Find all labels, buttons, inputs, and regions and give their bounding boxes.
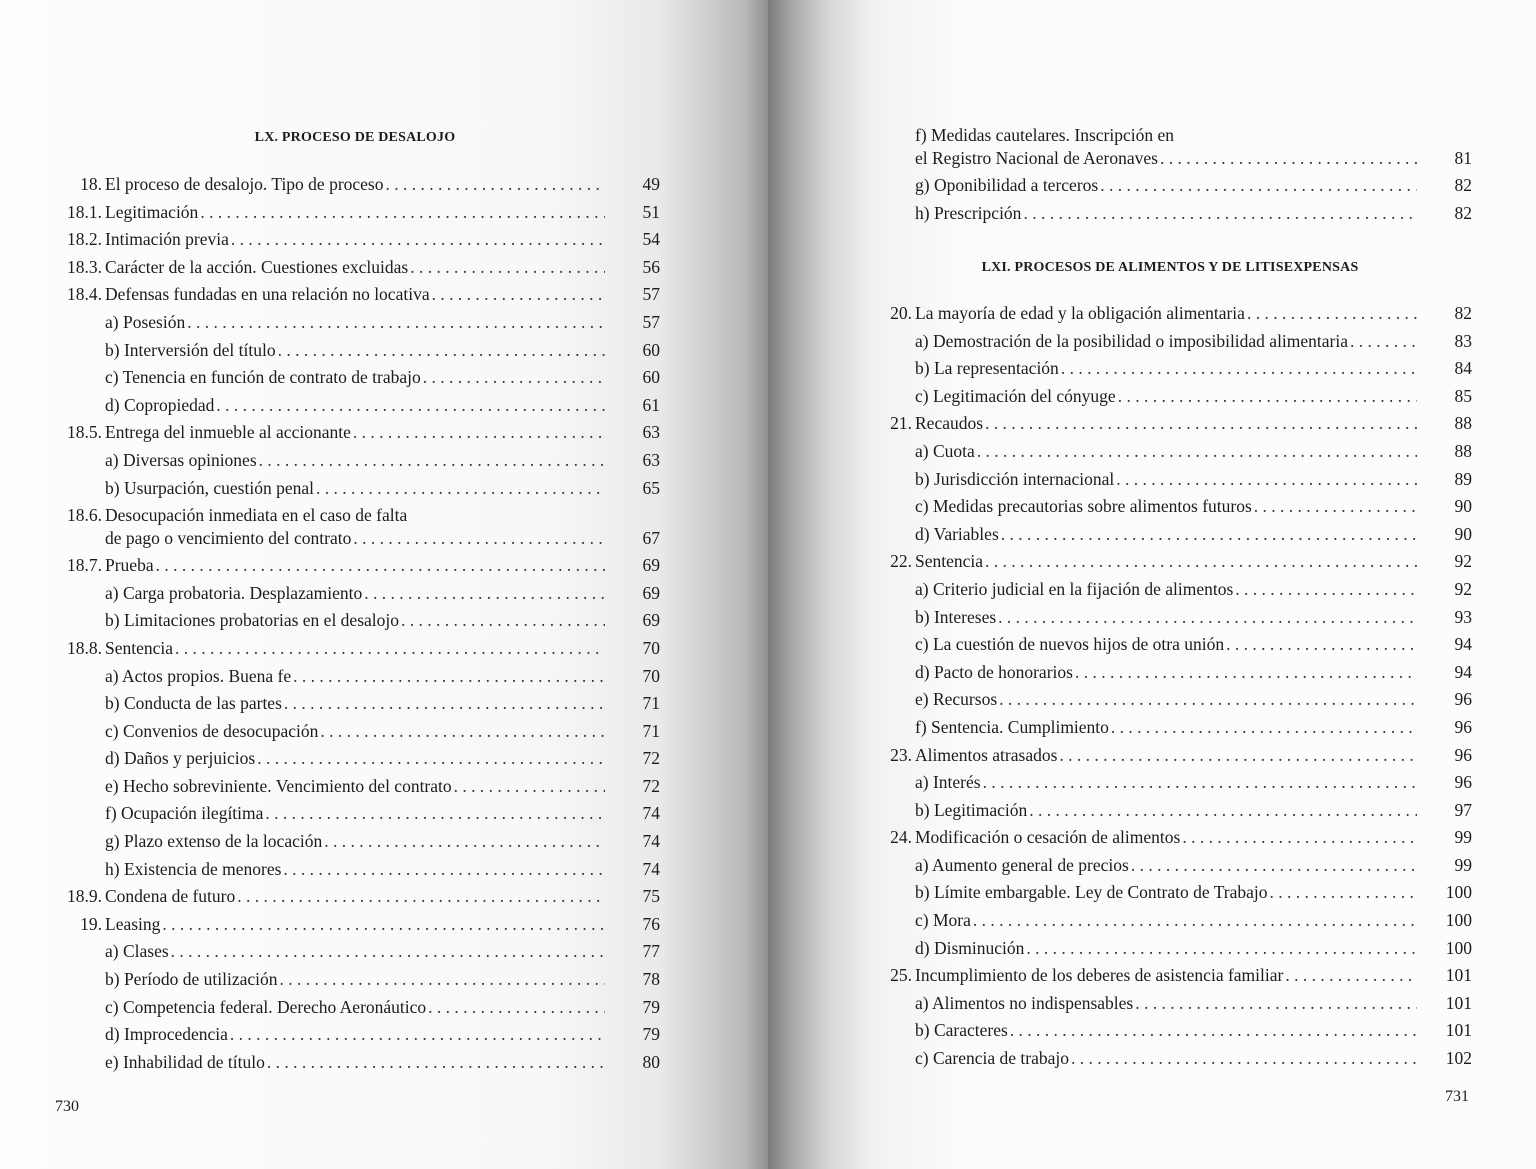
toc-entry — [50, 226, 660, 254]
toc-entry — [860, 659, 1472, 687]
toc-entry — [50, 966, 660, 994]
toc-entry-page: 101 — [1445, 965, 1472, 986]
toc-entry-page: 69 — [642, 555, 660, 576]
leader-dots — [1247, 300, 1417, 328]
leader-dots — [1100, 172, 1417, 200]
toc-entry-label: g) Plazo extenso de la locación — [105, 831, 323, 852]
toc-entry-number: 24. — [890, 827, 912, 848]
toc-entry-page: 96 — [1454, 744, 1472, 765]
leader-dots — [156, 552, 605, 580]
toc-entry-page: 69 — [642, 610, 660, 631]
toc-entry — [860, 797, 1472, 825]
toc-entry — [860, 410, 1472, 438]
leader-dots — [316, 475, 605, 503]
toc-entry — [50, 773, 660, 801]
toc-entry-number: 22. — [890, 551, 912, 572]
toc-entry — [50, 447, 660, 475]
toc-entry — [50, 1021, 660, 1049]
toc-entry — [860, 1045, 1472, 1073]
toc-entry-page: 82 — [1454, 202, 1472, 223]
leader-dots — [423, 364, 605, 392]
toc-entry-label: La mayoría de edad y la obligación alimentaria — [915, 303, 1245, 323]
leader-dots — [1116, 466, 1417, 494]
leader-dots — [324, 828, 605, 856]
toc-entry-page: 74 — [642, 858, 660, 879]
page-number-right: 731 — [1445, 1088, 1469, 1105]
toc-entry-number: 18.3. — [67, 256, 102, 277]
toc-entry-page: 51 — [642, 201, 660, 222]
toc-entry-page: 92 — [1454, 551, 1472, 572]
toc-entry-page: 78 — [642, 969, 660, 990]
toc-entry-page: 101 — [1445, 1020, 1472, 1041]
leader-dots — [364, 580, 605, 608]
toc-entry-page: 79 — [642, 996, 660, 1017]
toc-entry-label: a) Clases — [105, 941, 169, 962]
toc-entry-page: 76 — [642, 913, 660, 934]
toc-entry — [860, 686, 1472, 714]
toc-entry-page: 90 — [1454, 496, 1472, 517]
toc-entry — [50, 828, 660, 856]
toc-entry-label: b) Usurpación, cuestión penal — [105, 477, 314, 498]
toc-entry-label: b) Jurisdicción internacional — [915, 468, 1115, 489]
toc-entry — [50, 502, 660, 552]
leader-dots — [231, 226, 605, 254]
toc-entry-label: c) Mora — [915, 910, 971, 931]
leader-dots — [1010, 1017, 1417, 1045]
toc-entry — [50, 419, 660, 447]
leader-dots — [1071, 1045, 1417, 1073]
toc-entry-label: c) Convenios de desocupación — [105, 720, 319, 741]
leader-dots — [999, 686, 1417, 714]
leader-dots — [1182, 824, 1417, 852]
toc-entry — [860, 355, 1472, 383]
toc-entry-label: d) Daños y perjuicios — [105, 748, 256, 769]
leader-dots — [175, 635, 605, 663]
toc-entry — [860, 328, 1472, 356]
toc-entry-label: c) La cuestión de nuevos hijos de otra unión — [915, 634, 1225, 655]
toc-entry — [860, 935, 1472, 963]
leader-dots — [284, 690, 605, 718]
toc-entry — [860, 122, 1472, 172]
toc-entry-label: Leasing — [105, 913, 161, 934]
toc-entry-label: d) Variables — [915, 523, 999, 544]
toc-entry-page: 96 — [1454, 772, 1472, 793]
leader-dots — [353, 525, 605, 553]
page-number-left: 730 — [55, 1098, 79, 1115]
toc-entry-label: Condena de futuro — [105, 886, 236, 907]
toc-entry-label: Alimentos atrasados — [915, 744, 1058, 765]
toc-entry-page: 80 — [642, 1051, 660, 1072]
toc-entry-page: 60 — [642, 367, 660, 388]
toc-entry-label: Recaudos — [915, 413, 984, 434]
toc-entry-page: 96 — [1454, 716, 1472, 737]
toc-entry-label: Sentencia — [105, 637, 174, 658]
toc-entry-label: b) La representación — [915, 358, 1059, 379]
toc-entry-number: 18.8. — [67, 637, 102, 658]
toc-entry-page: 97 — [1454, 799, 1472, 820]
toc-entry-page: 94 — [1454, 634, 1472, 655]
leader-dots — [267, 1049, 605, 1077]
toc-entry-number: 18.5. — [67, 422, 102, 443]
toc-entry-page: 71 — [642, 720, 660, 741]
toc-entry-page: 93 — [1454, 606, 1472, 627]
toc-entry-label: e) Inhabilidad de título — [105, 1051, 265, 1072]
toc-entry-page: 54 — [642, 229, 660, 250]
leader-dots — [257, 745, 605, 773]
right-toc-top — [860, 122, 1472, 227]
toc-entry-label: c) Legitimación del cónyuge — [915, 385, 1116, 406]
toc-entry-number: 18.1. — [67, 201, 102, 222]
leader-dots — [1226, 631, 1417, 659]
toc-entry-page: 69 — [642, 582, 660, 603]
right-toc — [860, 300, 1472, 1073]
toc-entry-page: 81 — [1454, 148, 1472, 168]
toc-entry — [860, 714, 1472, 742]
toc-entry — [50, 580, 660, 608]
leader-dots — [1135, 990, 1417, 1018]
leader-dots — [187, 309, 605, 337]
toc-entry — [50, 552, 660, 580]
toc-entry-label: g) Oponibilidad a terceros — [915, 175, 1099, 195]
toc-entry-page: 61 — [642, 394, 660, 415]
toc-entry-page: 85 — [1454, 385, 1472, 406]
leader-dots — [265, 800, 605, 828]
toc-entry-label: e) Recursos — [915, 689, 998, 710]
toc-entry — [860, 769, 1472, 797]
leader-dots — [1235, 576, 1417, 604]
toc-entry-page: 100 — [1445, 882, 1472, 903]
toc-entry — [860, 576, 1472, 604]
toc-entry-label: b) Caracteres — [915, 1020, 1008, 1041]
toc-entry-page: 65 — [642, 477, 660, 498]
toc-entry-page: 71 — [642, 693, 660, 714]
leader-dots — [237, 883, 605, 911]
toc-entry — [860, 604, 1472, 632]
toc-entry-label: Defensas fundadas en una relación no locativa — [105, 284, 430, 305]
leader-dots — [280, 966, 605, 994]
toc-entry — [860, 824, 1472, 852]
leader-dots — [1061, 355, 1417, 383]
leader-dots — [216, 392, 605, 420]
leader-dots — [200, 199, 605, 227]
leader-dots — [1118, 383, 1417, 411]
toc-entry-label: h) Prescripción — [915, 202, 1022, 223]
toc-entry — [50, 199, 660, 227]
toc-entry-label: b) Límite embargable. Ley de Contrato de Trabajo — [915, 882, 1268, 903]
leader-dots — [432, 281, 605, 309]
toc-entry-page: 96 — [1454, 689, 1472, 710]
toc-entry-label: El proceso de desalojo. Tipo de proceso — [105, 174, 384, 194]
leader-dots — [259, 447, 605, 475]
toc-entry-page: 56 — [642, 256, 660, 277]
toc-entry-label: c) Tenencia en función de contrato de trabajo — [105, 367, 421, 388]
toc-entry-label: c) Medidas precautorias sobre alimentos futuros — [915, 496, 1252, 517]
toc-entry — [50, 607, 660, 635]
toc-entry-label: a) Criterio judicial en la fijación de alimentos — [915, 578, 1234, 599]
toc-entry-number: 23. — [890, 744, 912, 765]
toc-entry — [50, 1049, 660, 1077]
toc-entry-page: 92 — [1454, 578, 1472, 599]
toc-entry — [860, 383, 1472, 411]
toc-entry — [860, 742, 1472, 770]
toc-entry-page: 49 — [642, 174, 660, 194]
leader-dots — [1160, 145, 1417, 173]
toc-entry — [860, 962, 1472, 990]
leader-dots — [1029, 797, 1417, 825]
toc-entry-label-continued: de pago o vencimiento del contrato — [105, 528, 352, 549]
leader-dots — [353, 419, 605, 447]
toc-entry-number: 18.7. — [67, 555, 102, 576]
toc-entry-page: 82 — [1454, 303, 1472, 323]
toc-entry-page: 72 — [642, 748, 660, 769]
toc-entry-page: 84 — [1454, 358, 1472, 379]
toc-entry — [50, 281, 660, 309]
toc-entry-label: f) Ocupación ilegítima — [105, 803, 264, 824]
toc-entry — [50, 337, 660, 365]
toc-entry-label: Desocupación inmediata en el caso de falta — [105, 505, 408, 526]
toc-entry-page: 57 — [642, 311, 660, 332]
toc-entry-label: a) Carga probatoria. Desplazamiento — [105, 582, 363, 603]
toc-entry — [860, 172, 1472, 200]
toc-entry — [860, 631, 1472, 659]
toc-entry-label: f) Sentencia. Cumplimiento — [915, 716, 1109, 737]
toc-entry — [860, 852, 1472, 880]
leader-dots — [1075, 659, 1417, 687]
left-toc — [50, 171, 660, 1076]
toc-entry-label: b) Conducta de las partes — [105, 693, 282, 714]
leader-dots — [320, 718, 605, 746]
leader-dots — [983, 769, 1417, 797]
toc-entry — [860, 200, 1472, 228]
toc-entry-page: 83 — [1454, 330, 1472, 351]
leader-dots — [1023, 200, 1417, 228]
leader-dots — [1131, 852, 1417, 880]
toc-entry-label: a) Cuota — [915, 440, 975, 461]
toc-entry-number: 18. — [80, 174, 102, 194]
section-title-lx: LX. PROCESO DE DESALOJO — [254, 130, 456, 145]
toc-entry-page: 63 — [642, 422, 660, 443]
toc-entry — [860, 493, 1472, 521]
toc-entry-page: 90 — [1454, 523, 1472, 544]
toc-entry — [860, 879, 1472, 907]
toc-entry — [860, 548, 1472, 576]
leader-dots — [386, 171, 606, 199]
leader-dots — [283, 856, 605, 884]
toc-entry-page: 63 — [642, 449, 660, 470]
leader-dots — [454, 773, 605, 801]
toc-entry-page: 100 — [1445, 937, 1472, 958]
leader-dots — [1254, 493, 1417, 521]
toc-entry-page: 72 — [642, 775, 660, 796]
toc-entry-number: 25. — [890, 965, 912, 986]
toc-entry-label: c) Competencia federal. Derecho Aeronáutico — [105, 996, 427, 1017]
toc-entry-page: 70 — [642, 665, 660, 686]
toc-entry — [50, 663, 660, 691]
toc-entry-label: Incumplimiento de los deberes de asistencia familiar — [915, 965, 1284, 986]
toc-entry-page: 88 — [1454, 413, 1472, 434]
leader-dots — [977, 438, 1417, 466]
leader-dots — [1001, 521, 1417, 549]
toc-entry-page: 99 — [1454, 827, 1472, 848]
toc-entry-label: b) Intereses — [915, 606, 997, 627]
toc-entry-page: 99 — [1454, 854, 1472, 875]
toc-entry — [50, 883, 660, 911]
leader-dots — [162, 911, 605, 939]
toc-entry — [860, 466, 1472, 494]
toc-entry-page: 70 — [642, 637, 660, 658]
toc-entry-label: Entrega del inmueble al accionante — [105, 422, 351, 443]
toc-entry — [860, 1017, 1472, 1045]
toc-entry-label: f) Medidas cautelares. Inscripción en — [915, 125, 1174, 145]
leader-dots — [1285, 962, 1417, 990]
toc-entry-page: 57 — [642, 284, 660, 305]
toc-entry-label: d) Pacto de honorarios — [915, 661, 1073, 682]
toc-entry-label: a) Demostración de la posibilidad o imposibilidad alimentaria — [915, 330, 1349, 351]
toc-entry — [860, 907, 1472, 935]
toc-entry-page: 74 — [642, 803, 660, 824]
toc-entry — [860, 521, 1472, 549]
toc-entry-label: d) Disminución — [915, 937, 1025, 958]
toc-entry — [50, 254, 660, 282]
toc-entry-page: 101 — [1445, 992, 1472, 1013]
toc-entry-label: a) Actos propios. Buena fe — [105, 665, 292, 686]
toc-entry-label: e) Hecho sobreviniente. Vencimiento del contrato — [105, 775, 452, 796]
toc-entry-number: 18.4. — [67, 284, 102, 305]
leader-dots — [973, 907, 1417, 935]
leader-dots — [1059, 742, 1417, 770]
toc-entry — [860, 438, 1472, 466]
toc-entry-label: a) Aumento general de precios — [915, 854, 1129, 875]
toc-entry-label: a) Posesión — [105, 311, 186, 332]
toc-entry — [50, 856, 660, 884]
toc-entry-page: 75 — [642, 886, 660, 907]
toc-entry — [50, 690, 660, 718]
toc-entry-label: b) Limitaciones probatorias en el desalojo — [105, 610, 400, 631]
leader-dots — [171, 938, 605, 966]
toc-entry — [50, 800, 660, 828]
toc-entry — [860, 300, 1472, 328]
toc-entry-label: a) Interés — [915, 772, 981, 793]
toc-entry — [50, 364, 660, 392]
toc-entry-page: 77 — [642, 941, 660, 962]
toc-entry-page: 79 — [642, 1024, 660, 1045]
section-title-lxi: LXI. PROCESOS DE ALIMENTOS Y DE LITISEXPENSAS — [981, 260, 1359, 275]
leader-dots — [1111, 714, 1417, 742]
toc-entry-number: 21. — [890, 413, 912, 434]
toc-entry-label: Sentencia — [915, 551, 984, 572]
toc-entry-page: 100 — [1445, 910, 1472, 931]
toc-entry-number: 18.9. — [67, 886, 102, 907]
toc-entry-page: 89 — [1454, 468, 1472, 489]
toc-entry-number: 18.6. — [67, 505, 102, 526]
leader-dots — [985, 548, 1417, 576]
toc-entry — [50, 745, 660, 773]
toc-entry-label: Modificación o cesación de alimentos — [915, 827, 1181, 848]
toc-entry-label: a) Alimentos no indispensables — [915, 992, 1134, 1013]
leader-dots — [230, 1021, 605, 1049]
leader-dots — [293, 663, 605, 691]
toc-entry-label: b) Legitimación — [915, 799, 1028, 820]
toc-entry-page: 67 — [642, 528, 660, 549]
leader-dots — [998, 604, 1417, 632]
leader-dots — [401, 607, 605, 635]
toc-entry — [50, 309, 660, 337]
leader-dots — [278, 337, 605, 365]
toc-entry — [50, 475, 660, 503]
toc-entry-label: b) Período de utilización — [105, 969, 278, 990]
toc-entry — [50, 635, 660, 663]
toc-entry — [50, 911, 660, 939]
toc-entry-label: d) Improcedencia — [105, 1024, 228, 1045]
toc-entry-page: 74 — [642, 831, 660, 852]
toc-entry — [50, 392, 660, 420]
toc-entry-page: 88 — [1454, 440, 1472, 461]
toc-entry-number: 18.2. — [67, 229, 102, 250]
toc-entry-label: c) Carencia de trabajo — [915, 1048, 1070, 1069]
leader-dots — [985, 410, 1417, 438]
toc-entry — [50, 718, 660, 746]
leader-dots — [410, 254, 605, 282]
toc-entry-label: d) Copropiedad — [105, 394, 215, 415]
toc-entry-label: Prueba — [105, 555, 154, 576]
toc-entry-page: 60 — [642, 339, 660, 360]
toc-entry — [50, 994, 660, 1022]
toc-entry-label: Legitimación — [105, 201, 199, 222]
toc-entry — [50, 938, 660, 966]
toc-entry-page: 102 — [1445, 1048, 1472, 1069]
toc-entry-label: Carácter de la acción. Cuestiones excluidas — [105, 256, 409, 277]
toc-entry-page: 94 — [1454, 661, 1472, 682]
leader-dots — [428, 994, 605, 1022]
toc-entry — [50, 171, 660, 199]
leader-dots — [1026, 935, 1417, 963]
toc-entry — [860, 990, 1472, 1018]
toc-entry-number: 19. — [80, 913, 102, 934]
toc-entry-label: Intimación previa — [105, 229, 229, 250]
toc-entry-label: a) Diversas opiniones — [105, 449, 257, 470]
toc-entry-number: 20. — [890, 303, 912, 323]
toc-entry-label-continued: el Registro Nacional de Aeronaves — [915, 148, 1158, 168]
toc-entry-label: h) Existencia de menores — [105, 858, 282, 879]
leader-dots — [1350, 328, 1417, 356]
toc-entry-page: 82 — [1454, 175, 1472, 195]
leader-dots — [1270, 879, 1417, 907]
toc-entry-label: b) Interversión del título — [105, 339, 276, 360]
